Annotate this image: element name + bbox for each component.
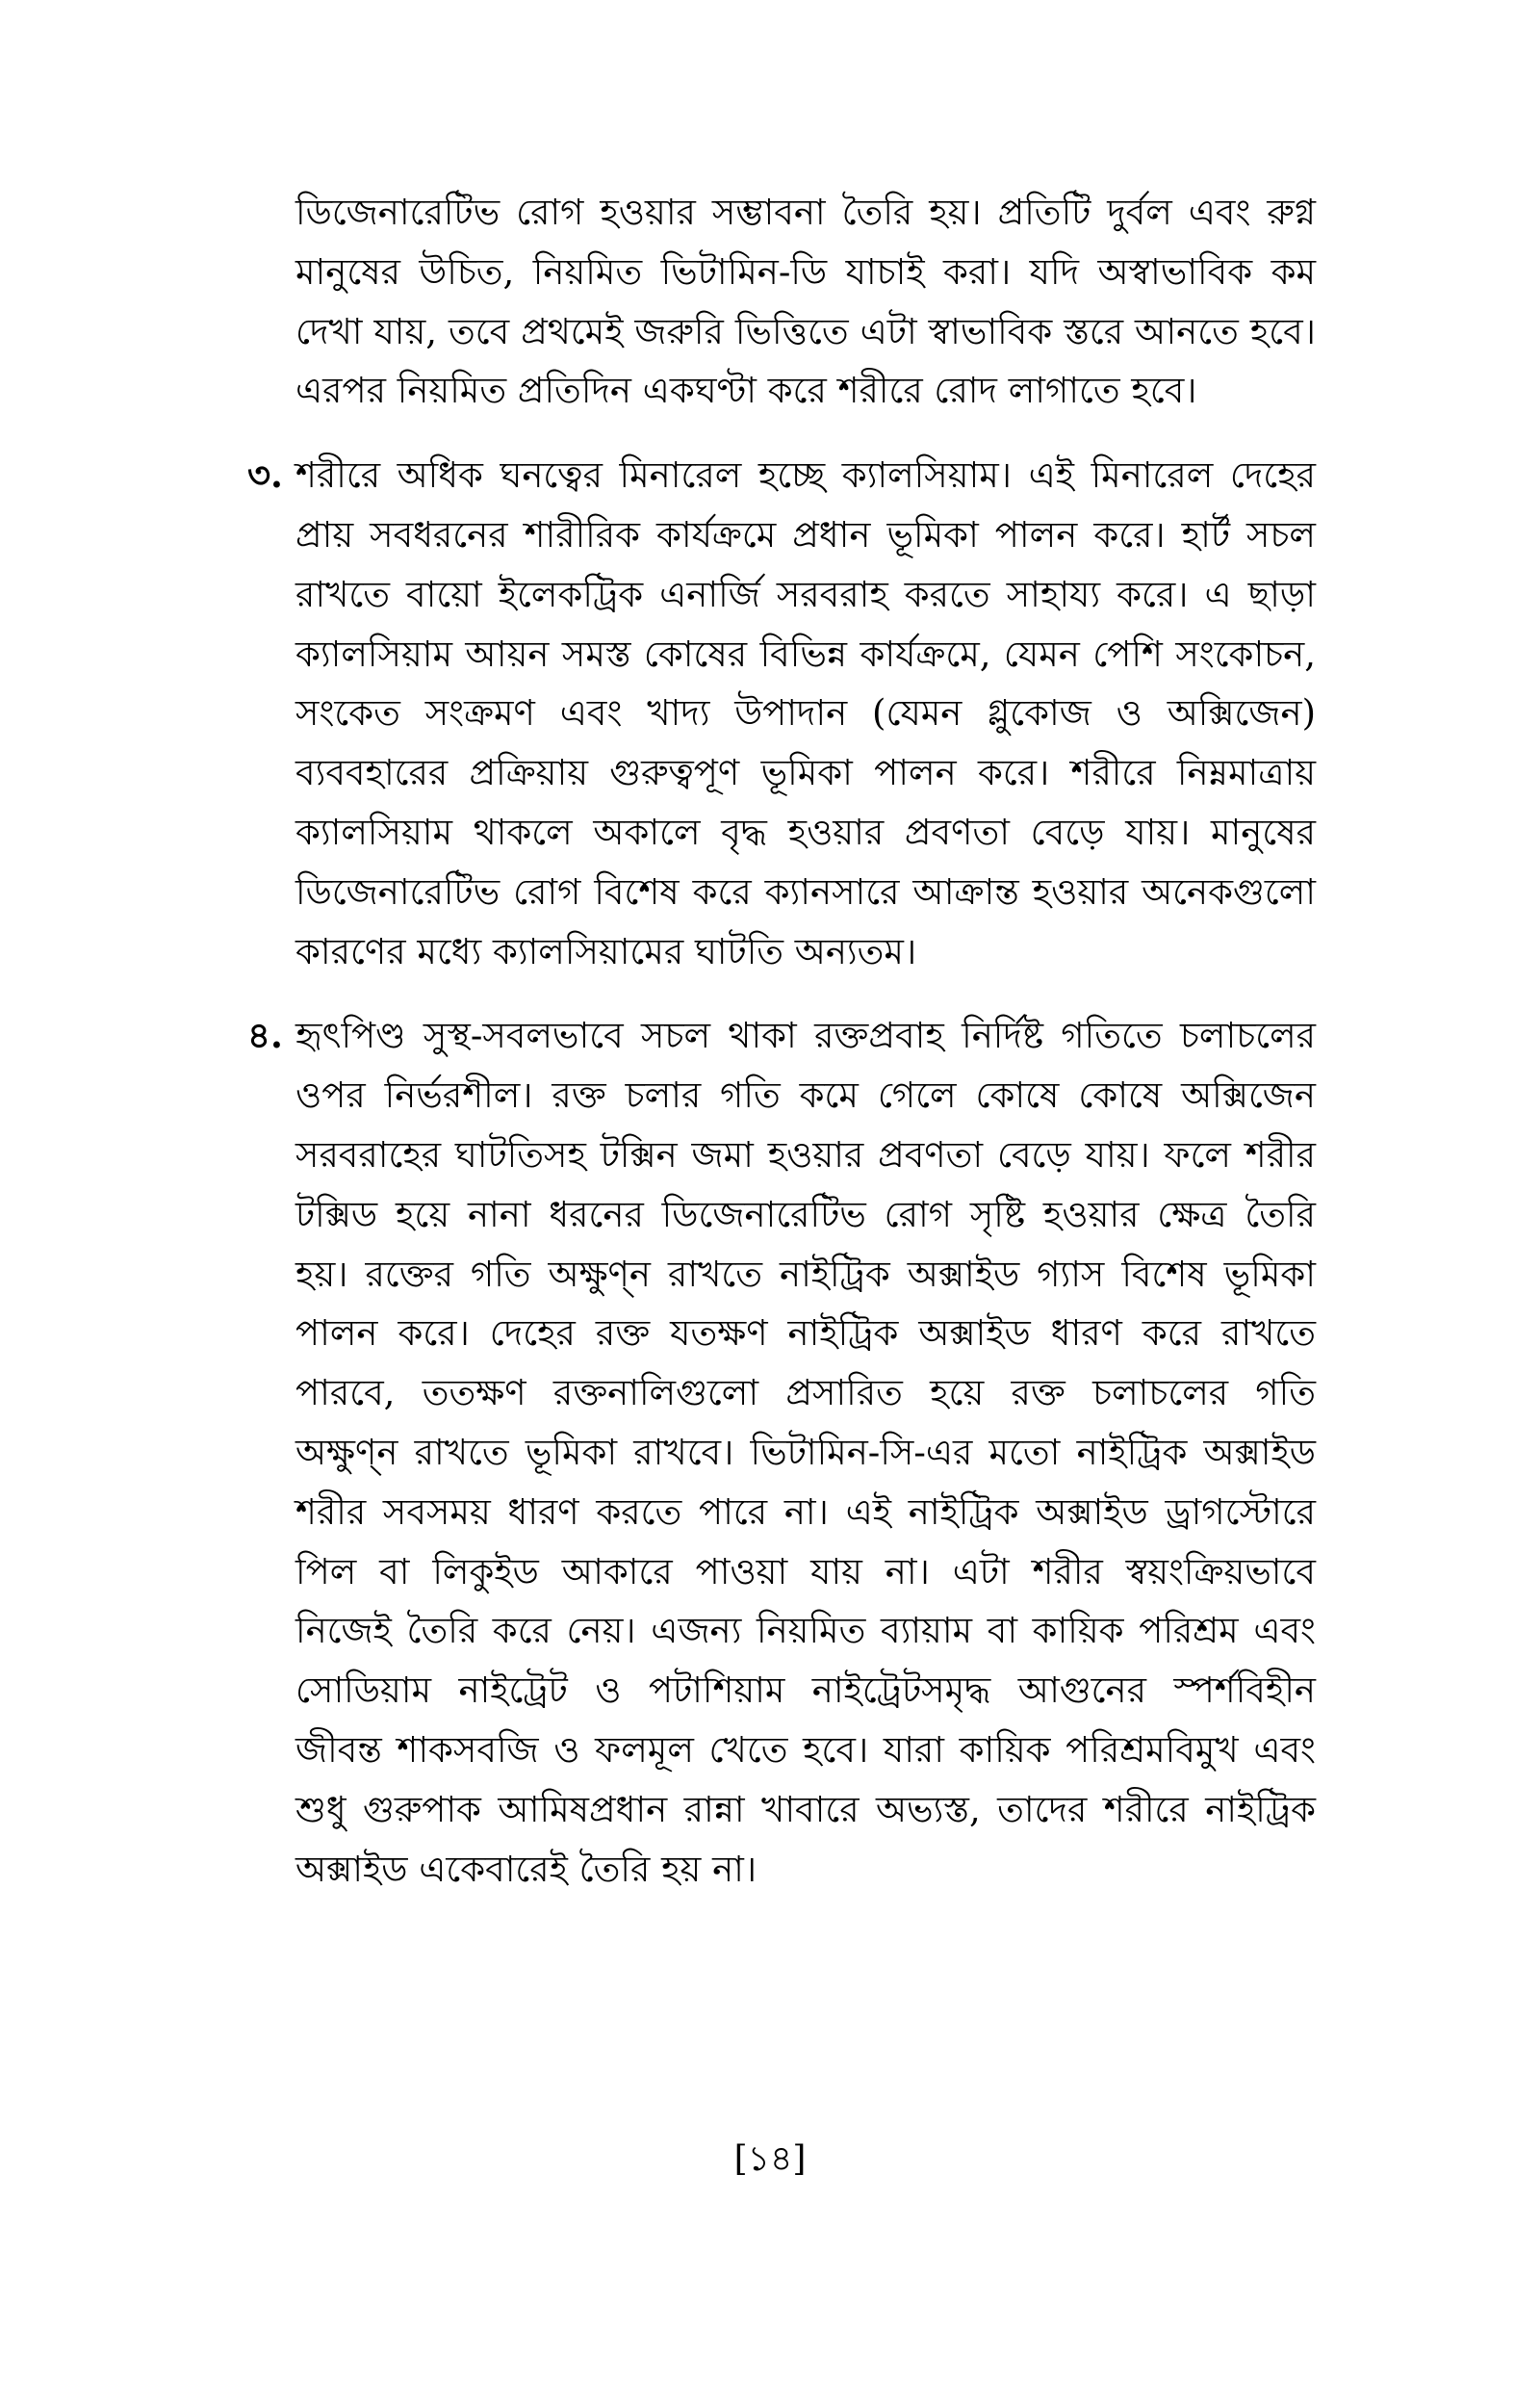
list-item <box>247 1006 1316 1899</box>
item-number: ৪. <box>247 1014 283 1057</box>
list-item <box>247 446 1316 981</box>
intro-paragraph: ডিজেনারেটিভ রোগ হওয়ার সম্ভাবনা তৈরি হয়। প্রতিটি দুর্বল এবং রুগ্ন মানুষের উচিত, নিয়মিত ভিটামিন-ডি যাচাই করা। যদি অস্বাভাবিক কম দেখা যায়, তবে প্রথমেই জরুরি ভিত্তিতে এটা স্বাভাবিক স্তরে আনতে হবে। এরপর নিয়মিত প্রতিদিন একঘণ্টা করে শরীরে রোদ লাগাতে হবে। <box>295 192 1316 412</box>
item-text: হৃৎপিণ্ড সুস্থ-সবলভাবে সচল থাকা রক্তপ্রবাহ নির্দিষ্ট গতিতে চলাচলের ওপর নির্ভরশীল। রক্ত চলার গতি কমে গেলে কোষে কোষে অক্সিজেন সরবরাহের ঘাটতিসহ টক্সিন জমা হওয়ার প্রবণতা বেড়ে যায়। ফলে শরীর টক্সিড হয়ে নানা ধরনের ডিজেনারেটিভ রোগ সৃষ্টি হওয়ার ক্ষেত্র তৈরি হয়। রক্তের গতি অক্ষুণ্ন রাখতে নাইট্রিক অক্সাইড গ্যাস বিশেষ ভূমিকা পালন করে। দেহের রক্ত যতক্ষণ নাইট্রিক অক্সাইড ধারণ করে রাখতে পারবে, ততক্ষণ রক্তনালিগুলো প্রসারিত হয়ে রক্ত চলাচলের গতি অক্ষুণ্ন রাখতে ভূমিকা রাখবে। ভিটামিন-সি-এর মতো নাইট্রিক অক্সাইড শরীর সবসময় ধারণ করতে পারে না। এই নাইট্রিক অক্সাইড ড্রাগস্টোরে পিল বা লিকুইড আকারে পাওয়া যায় না। এটা শরীর স্বয়ংক্রিয়ভাবে নিজেই তৈরি করে নেয়। এজন্য নিয়মিত ব্যায়াম বা কায়িক পরিশ্রম এবং সোডিয়াম নাইট্রেট ও পটাশিয়াম নাইট্রেটসমৃদ্ধ আগুনের স্পর্শবিহীন জীবন্ত শাকসবজি ও ফলমূল খেতে হবে। যারা কায়িক পরিশ্রমবিমুখ এবং শুধু গুরুপাক আমিষপ্রধান রান্না খাবারে অভ্যস্ত, তাদের শরীরে নাইট্রিক অক্সাইড একেবারেই তৈরি হয় না। <box>295 1015 1316 1890</box>
page-number: [১৪] <box>733 2139 807 2179</box>
item-number: ৩. <box>247 453 283 497</box>
page-body <box>247 183 1316 1924</box>
item-text: শরীরে অধিক ঘনত্বের মিনারেল হচ্ছে ক্যালসিয়াম। এই মিনারেল দেহের প্রায় সবধরনের শারীরিক কার্যক্রমে প্রধান ভূমিকা পালন করে। হার্ট সচল রাখতে বায়ো ইলেকট্রিক এনার্জি সরবরাহ করতে সাহায্য করে। এ ছাড়া ক্যালসিয়াম আয়ন সমস্ত কোষের বিভিন্ন কার্যক্রমে, যেমন পেশি সংকোচন, সংকেত সংক্রমণ এবং খাদ্য উপাদান (যেমন গ্লুকোজ ও অক্সিজেন) ব্যববহারের প্রক্রিয়ায় গুরুত্বপূণ ভূমিকা পালন করে। শরীরে নিম্নমাত্রায় ক্যালসিয়াম থাকলে অকালে বৃদ্ধ হওয়ার প্রবণতা বেড়ে যায়। মানুষের ডিজেনারেটিভ রোগ বিশেষ করে ক্যানসারে আক্রান্ত হওয়ার অনেকগুলো কারণের মধ্যে ক্যালসিয়ামের ঘাটতি অন্যতম। <box>295 454 1316 972</box>
